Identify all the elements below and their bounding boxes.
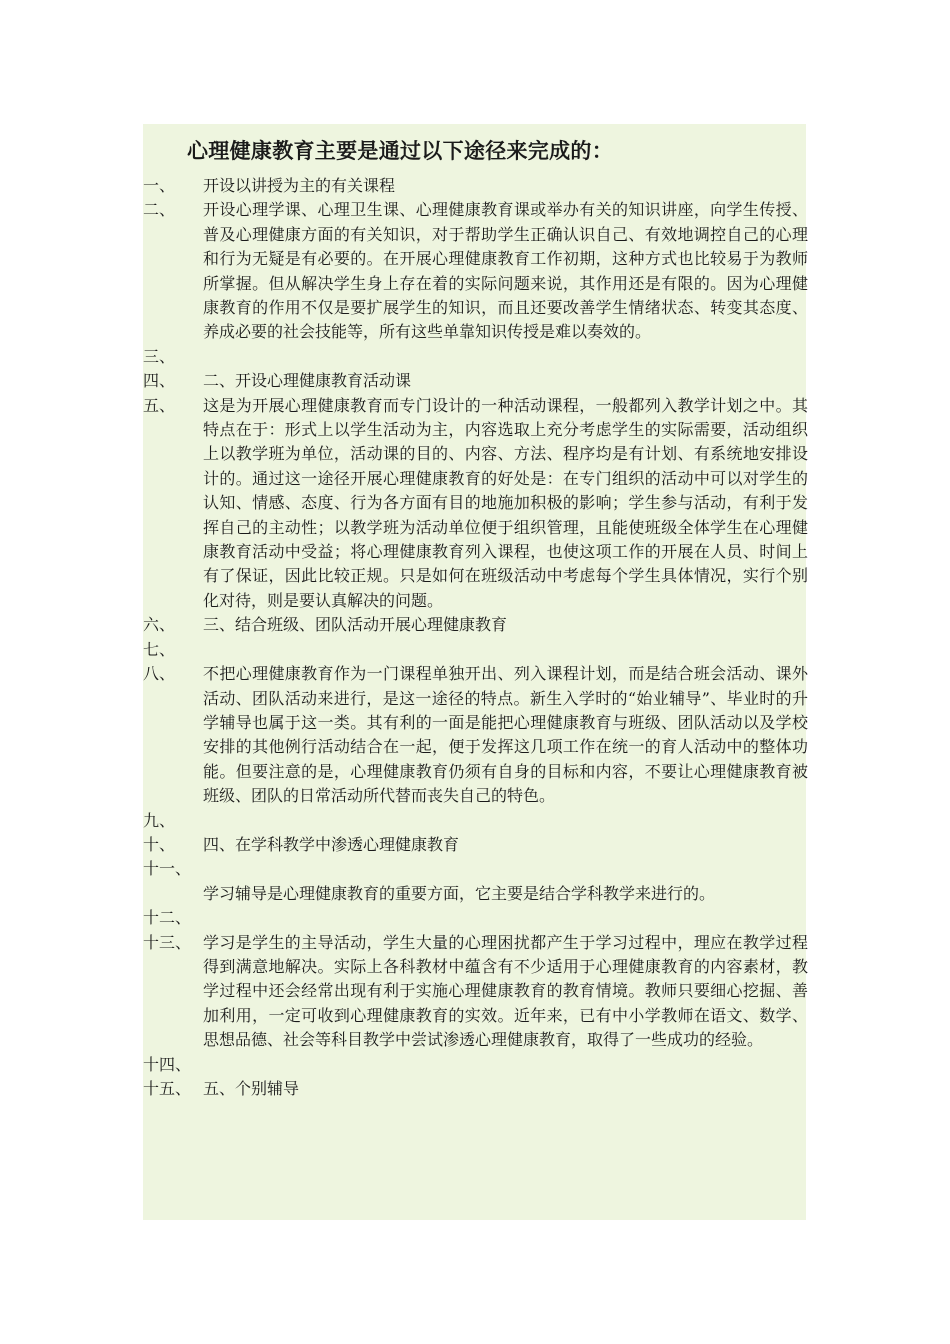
item-number: 三、 (143, 346, 176, 366)
item-paragraph: 学习是学生的主导活动，学生大量的心理困扰都产生于学习过程中，理应在教学过程得到满意地解决。实际上各科教材中蕴含有不少适用于心理健康教育的内容素材，教学过程中还会经常出现有利于实施心理健康教育的教育情境。教师只要细心挖掘、善加利用，一定可收到心理健康教育的实效。近年来，已有中小学教师在语文、数学、思想品德、社会等科目教学中尝试渗透心理健康教育，取得了一些成功的经验。 (203, 932, 808, 1050)
list-item-14 (143, 1053, 808, 1077)
item-number: 十一、 (143, 859, 192, 879)
section-heading: 三、结合班级、团队活动开展心理健康教育 (203, 615, 508, 635)
item-number: 十五、 (143, 1078, 192, 1098)
list-item-15 (143, 1077, 808, 1101)
item-number: 十二、 (143, 908, 192, 928)
list-item-continuation (143, 882, 808, 906)
item-paragraph: 学习辅导是心理健康教育的重要方面，它主要是结合学科教学来进行的。 (203, 883, 716, 903)
list-item-13 (143, 931, 808, 1053)
item-number: 七、 (143, 639, 176, 659)
item-number: 二、 (143, 200, 176, 220)
item-number: 十三、 (143, 932, 192, 952)
section-heading: 二、开设心理健康教育活动课 (203, 371, 412, 391)
list-item-2 (143, 198, 808, 344)
item-number: 五、 (143, 395, 176, 415)
item-number: 一、 (143, 176, 176, 195)
item-paragraph: 开设心理学课、心理卫生课、心理健康教育课或举办有关的知识讲座，向学生传授、普及心理健康方面的有关知识，对于帮助学生正确认识自己、有效地调控自己的心理和行为无疑是有必要的。在开展心理健康教育工作初期，这种方式也比较易于为教师所掌握。但从解决学生身上存在着的实际问题来说，其作用还是有限的。因为心理健康教育的作用不仅是要扩展学生的知识，而且还要改善学生情绪状态、转变其态度、养成必要的社会技能等，所有这些单靠知识传授是难以奏效的。 (203, 200, 808, 342)
list-item-10 (143, 833, 808, 857)
item-paragraph: 这是为开展心理健康教育而专门设计的一种活动课程，一般都列入教学计划之中。其特点在于：形式上以学生活动为主，内容选取上充分考虑学生的实际需要，活动组织上以教学班为单位，活动课的目的、内容、方法、程序均是有计划、有系统地安排设计的。通过这一途径开展心理健康教育的好处是：在专门组织的活动中可以对学生的认知、情感、态度、行为各方面有目的地施加积极的影响；学生参与活动，有利于发挥自己的主动性；以教学班为活动单位便于组织管理，且能使班级全体学生在心理健康教育活动中受益；将心理健康教育列入课程，也使这项工作的开展在人员、时间上有了保证，因此比较正规。只是如何在班级活动中考虑每个学生具体情况，实行个别化对待，则是要认真解决的问题。 (203, 395, 808, 610)
list-item-12 (143, 906, 808, 930)
list-item-11 (143, 857, 808, 881)
list-item-9 (143, 809, 808, 833)
item-text: 开设以讲授为主的有关课程 (203, 176, 396, 195)
document-title: 心理健康教育主要是通过以下途径来完成的： (187, 138, 613, 163)
item-number: 十、 (143, 834, 176, 854)
list-item-6 (143, 613, 808, 637)
document-body (143, 174, 808, 1101)
list-item-8 (143, 662, 808, 808)
item-paragraph: 不把心理健康教育作为一门课程单独开出、列入课程计划，而是结合班会活动、课外活动、团队活动来进行，是这一途径的特点。新生入学时的“始业辅导”、毕业时的升学辅导也属于这一类。其有利的一面是能把心理健康教育与班级、团队活动以及学校安排的其他例行活动结合在一起，便于发挥这几项工作在统一的育人活动中的整体功能。但要注意的是，心理健康教育仍须有自身的目标和内容，不要让心理健康教育被班级、团队的日常活动所代替而丧失自己的特色。 (203, 664, 808, 806)
item-number: 九、 (143, 810, 176, 830)
list-item-5 (143, 394, 808, 614)
list-item-4 (143, 369, 808, 393)
list-item-3 (143, 345, 808, 369)
item-number: 四、 (143, 371, 176, 391)
section-heading: 五、个别辅导 (203, 1078, 300, 1098)
list-item-1 (143, 174, 808, 198)
list-item-7 (143, 638, 808, 662)
item-number: 六、 (143, 615, 176, 635)
item-number: 十四、 (143, 1054, 192, 1074)
item-number: 八、 (143, 664, 176, 684)
section-heading: 四、在学科教学中渗透心理健康教育 (203, 834, 460, 854)
